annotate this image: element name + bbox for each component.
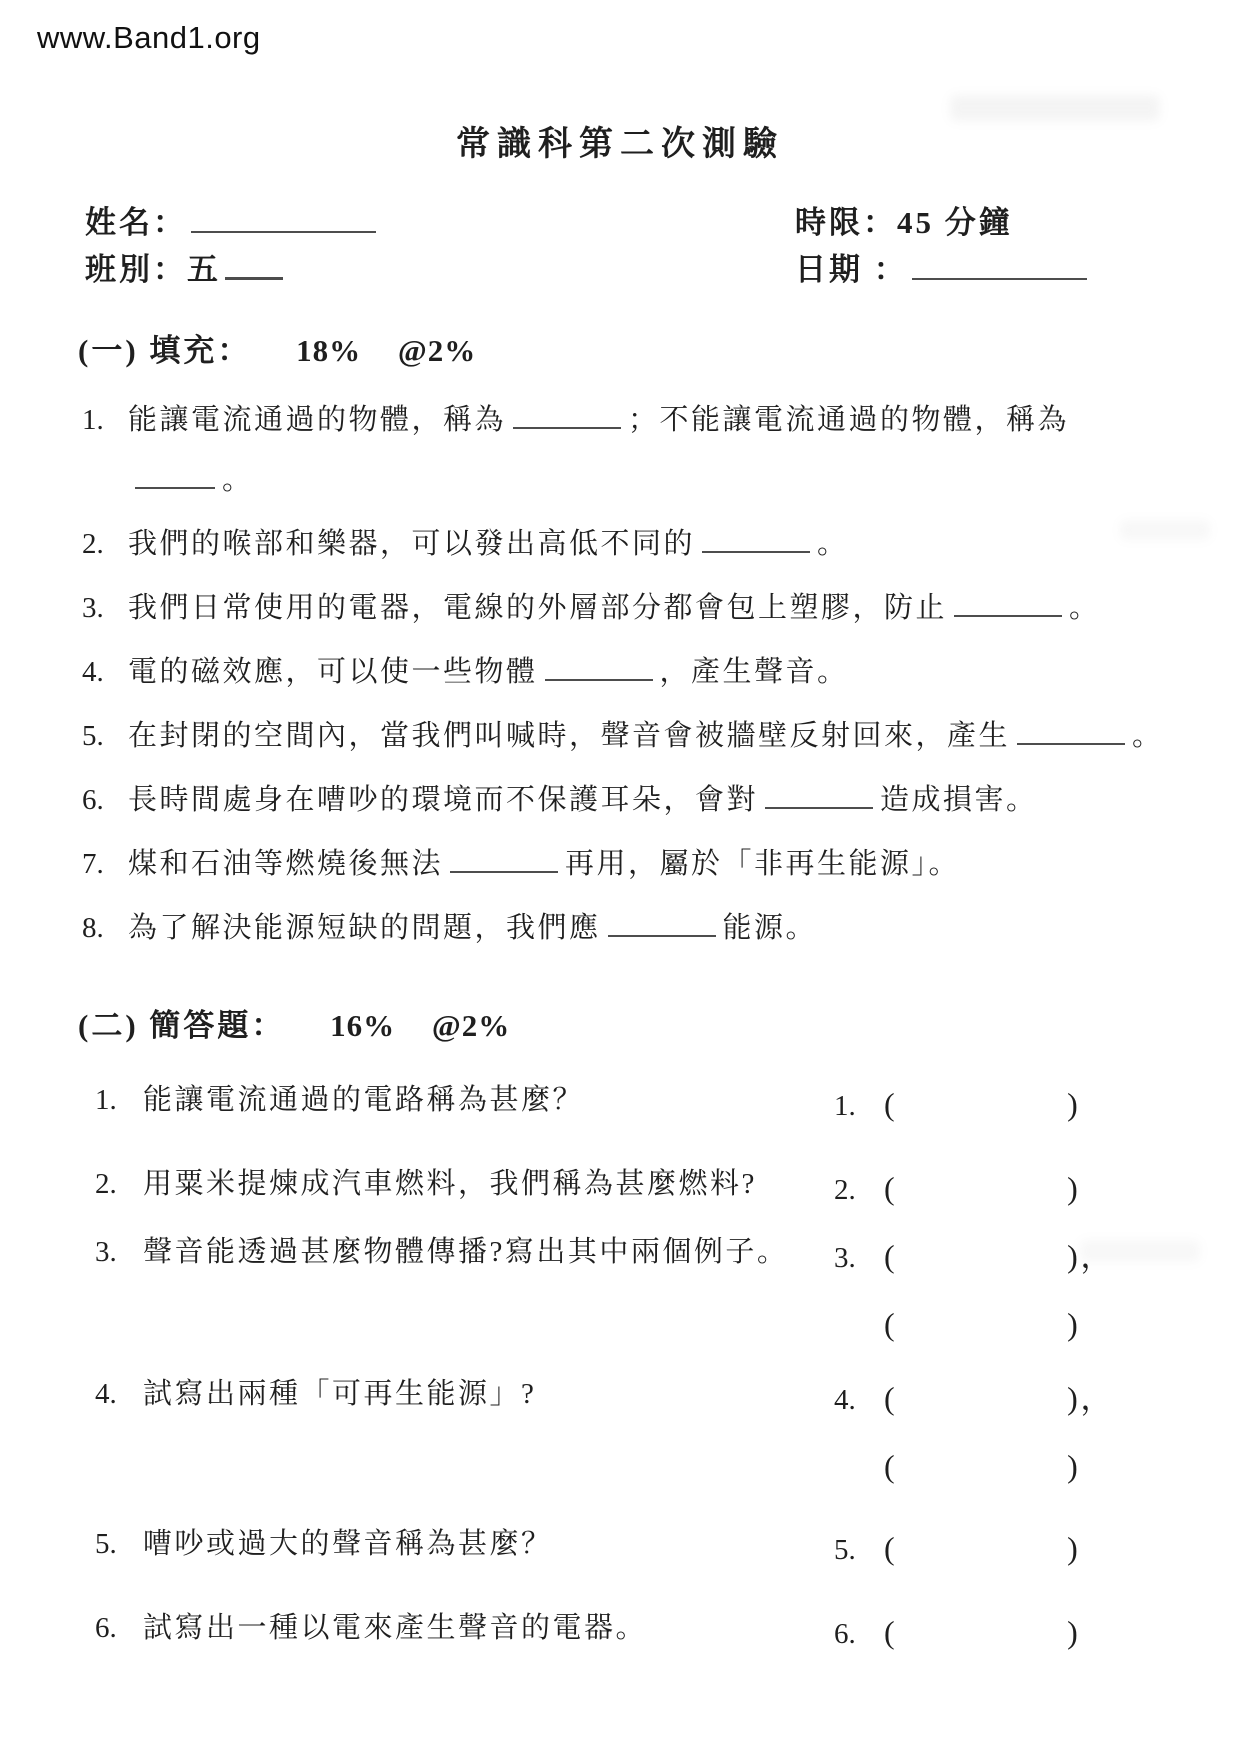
fill-in-blank	[545, 679, 653, 681]
date-field	[795, 246, 1150, 293]
class-blank	[225, 277, 283, 280]
name-label: 姓名：	[85, 205, 187, 240]
question-number: 1.	[95, 1084, 117, 1116]
section1-label: 填充：	[149, 333, 252, 368]
fill-in-questions	[0, 400, 1240, 948]
page-title: 常識科第二次測驗	[456, 126, 784, 163]
date-label: 日期 ：	[795, 252, 908, 287]
answer-number: 2.	[834, 1174, 856, 1206]
name-field	[85, 199, 380, 246]
section2-number: (二)	[78, 1008, 139, 1043]
scan-artifact	[950, 95, 1160, 121]
question-text: 能讓電流通過的電路稱為甚麼？	[143, 1084, 585, 1116]
question-text-part: 能讓電流通過的物體，稱為	[128, 404, 507, 436]
fill-in-blank	[513, 427, 621, 429]
open-paren: (	[884, 1086, 898, 1122]
question-number: 2.	[95, 1168, 117, 1200]
header-left	[85, 199, 380, 293]
question-number: 4.	[95, 1378, 117, 1410]
fill-in-blank	[135, 487, 215, 489]
sa-question-left	[95, 1163, 834, 1205]
question-5	[0, 716, 1240, 756]
header-right	[795, 199, 1150, 293]
question-text	[128, 524, 1182, 564]
question-text-part: 煤和石油等燃燒後無法	[128, 848, 444, 880]
question-text-part: 電的磁效應，可以使一些物體	[128, 656, 538, 688]
sa-question-left	[95, 1523, 834, 1565]
time-label: 時限：	[795, 205, 897, 240]
close-paren: )	[1067, 1170, 1081, 1206]
question-text: 用粟米提煉成汽車燃料，我們稱為甚麼燃料?	[143, 1168, 757, 1200]
section1-per-item: @2%	[397, 333, 477, 368]
fill-in-blank	[1017, 743, 1125, 745]
fill-in-blank	[765, 807, 873, 809]
question-text-part: 。	[1069, 592, 1101, 624]
open-paren: (	[884, 1530, 898, 1566]
section1-points: 18%	[296, 333, 362, 368]
open-paren: (	[884, 1614, 898, 1650]
question-text-part: ；不能讓電流通過的物體，稱為	[628, 404, 1070, 436]
question-number: 7.	[82, 848, 104, 880]
question-number: 5.	[95, 1528, 117, 1560]
fill-in-blank	[450, 871, 558, 873]
question-text-part: 。	[222, 464, 254, 496]
answer-slot	[834, 1167, 1184, 1211]
question-number: 3.	[95, 1236, 117, 1268]
answer-slot	[834, 1377, 1184, 1421]
answer-number: 3.	[834, 1242, 856, 1274]
sa-answer-area	[834, 1611, 1184, 1655]
time-limit	[795, 199, 1150, 246]
fill-in-blank	[608, 935, 716, 937]
answer-slot	[834, 1611, 1184, 1655]
sa-question-left	[95, 1231, 834, 1273]
question-text: 嘈吵或過大的聲音稱為甚麼？	[143, 1528, 553, 1560]
class-field	[85, 246, 380, 293]
question-text	[128, 400, 1182, 500]
close-paren: )	[1067, 1086, 1081, 1122]
question-6	[0, 780, 1240, 820]
question-number: 8.	[82, 912, 104, 944]
section2-points: 16%	[330, 1008, 396, 1043]
sa-answer-area	[834, 1527, 1184, 1571]
close-paren: )	[1067, 1530, 1081, 1566]
question-text-part: ，產生聲音。	[659, 656, 849, 688]
question-3	[0, 588, 1240, 628]
question-text: 試寫出一種以電來產生聲音的電器。	[143, 1612, 648, 1644]
question-text	[128, 908, 1182, 948]
sa-question-4	[0, 1373, 1240, 1487]
name-blank	[191, 231, 376, 233]
question-number: 1.	[82, 404, 104, 436]
question-text-part: 我們日常使用的電器，電線的外層部分都會包上塑膠，防止	[128, 592, 948, 624]
sa-question-left	[95, 1373, 834, 1415]
answer-number: 1.	[834, 1090, 856, 1122]
sa-question-5	[0, 1523, 1240, 1571]
answer-number: 6.	[834, 1618, 856, 1650]
question-2	[0, 524, 1240, 564]
question-number: 2.	[82, 528, 104, 560]
answer-slot-2	[884, 1445, 1184, 1487]
question-text-part: 再用，屬於「非再生能源」。	[565, 848, 961, 880]
question-number: 6.	[95, 1612, 117, 1644]
watermark: www.Band1.org	[37, 20, 261, 55]
open-paren: (	[884, 1238, 898, 1274]
question-text: 聲音能透過甚麼物體傳播?寫出其中兩個例子。	[143, 1236, 789, 1268]
question-text-part: 。	[817, 528, 849, 560]
short-answer-questions	[0, 1079, 1240, 1655]
question-text-part: 造成損害。	[880, 784, 1038, 816]
section2-heading	[78, 1000, 1240, 1045]
answer-number: 4.	[834, 1384, 856, 1416]
question-text	[128, 716, 1182, 756]
answer-slot	[834, 1527, 1184, 1571]
question-text-part: 。	[1132, 720, 1164, 752]
sa-answer-area	[834, 1083, 1184, 1127]
time-value: 45 分鐘	[897, 205, 1013, 240]
scan-artifact	[1080, 1240, 1200, 1262]
question-7	[0, 844, 1240, 884]
answer-number: 5.	[834, 1534, 856, 1566]
answer-slot	[834, 1083, 1184, 1127]
question-text-part: 為了解決能源短缺的問題，我們應	[128, 912, 601, 944]
section2-per-item: @2%	[431, 1008, 511, 1043]
open-paren: (	[884, 1380, 898, 1416]
close-paren: )	[1067, 1306, 1081, 1342]
scan-artifact	[1120, 520, 1210, 540]
question-1-line2	[128, 460, 1182, 500]
section1-heading	[78, 325, 1240, 370]
fill-in-blank	[702, 551, 810, 553]
question-text	[128, 780, 1182, 820]
section1-number: (一)	[78, 333, 139, 368]
question-1	[0, 400, 1240, 500]
sa-answer-area	[834, 1167, 1184, 1211]
question-text-part: 能源。	[722, 912, 818, 944]
question-text	[128, 844, 1182, 884]
open-paren: (	[884, 1448, 898, 1484]
question-text	[128, 652, 1182, 692]
header-info	[85, 199, 1150, 293]
section2-label: 簡答題：	[149, 1008, 286, 1043]
question-text-part: 我們的喉部和樂器，可以發出高低不同的	[128, 528, 696, 560]
question-text: 試寫出兩種「可再生能源」?	[143, 1378, 537, 1410]
open-paren: (	[884, 1306, 898, 1342]
question-number: 4.	[82, 656, 104, 688]
date-blank	[912, 278, 1087, 280]
sa-question-6	[0, 1607, 1240, 1655]
question-number: 5.	[82, 720, 104, 752]
close-paren: )，	[1067, 1238, 1115, 1274]
question-number: 3.	[82, 592, 104, 624]
sa-question-3	[0, 1231, 1240, 1345]
sa-answer-area	[834, 1377, 1184, 1487]
close-paren: )	[1067, 1448, 1081, 1484]
question-text-part: 長時間處身在嘈吵的環境而不保護耳朵，會對	[128, 784, 759, 816]
answer-slot-2	[884, 1303, 1184, 1345]
sa-question-left	[95, 1079, 834, 1121]
question-number: 6.	[82, 784, 104, 816]
question-text	[128, 588, 1182, 628]
question-4	[0, 652, 1240, 692]
sa-question-1	[0, 1079, 1240, 1127]
question-8	[0, 908, 1240, 948]
class-label: 班別：	[85, 252, 187, 287]
open-paren: (	[884, 1170, 898, 1206]
question-text-part: 在封閉的空間內，當我們叫喊時，聲音會被牆壁反射回來，產生	[128, 720, 1011, 752]
fill-in-blank	[954, 615, 1062, 617]
class-value: 五	[187, 252, 221, 287]
sa-question-left	[95, 1607, 834, 1649]
close-paren: )，	[1067, 1380, 1115, 1416]
sa-question-2	[0, 1163, 1240, 1211]
close-paren: )	[1067, 1614, 1081, 1650]
